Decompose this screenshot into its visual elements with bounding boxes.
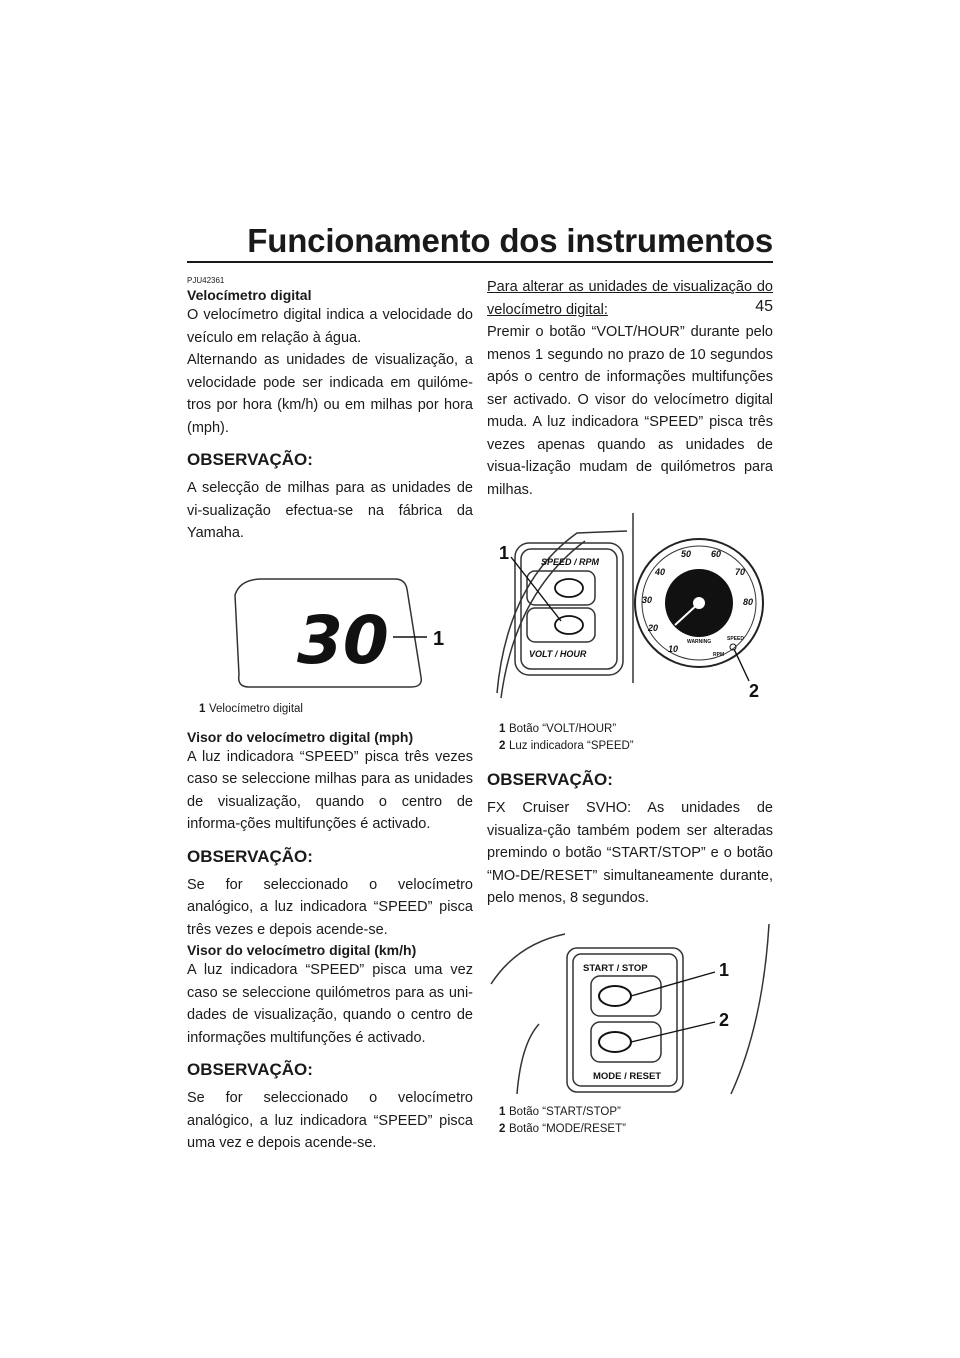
callout-number: 2 xyxy=(749,681,760,701)
paragraph: O velocímetro digital indica a velocidade do veículo em relação à água. xyxy=(187,307,473,346)
figure-caption xyxy=(499,721,773,738)
section-code: PJU42361 xyxy=(187,276,225,285)
caption-number: 1 xyxy=(499,1105,506,1118)
digital-speedometer-figure xyxy=(187,575,473,693)
note-text: Se for seleccionado o velocímetro analógico, a luz indicadora “SPEED” pisca três vezes e depois acende-se. xyxy=(187,876,473,938)
page-number: 45 xyxy=(755,298,773,315)
gauge-number: 80 xyxy=(743,597,754,607)
note-text: FX Cruiser SVHO: As unidades de visualiza-ção também podem ser alteradas premindo o botão “START/STOP” e o botão “MO-DE/RESET” simultaneamente durante, pelo menos, 8 segundos. xyxy=(487,800,773,906)
gauge-number: 50 xyxy=(681,549,692,559)
caption-text: Velocímetro digital xyxy=(209,702,303,715)
start-stop-button[interactable] xyxy=(599,986,631,1006)
control-panel-gauge-illustration xyxy=(487,513,773,713)
note-text: Se for seleccionado o velocímetro analógico, a luz indicadora “SPEED” pisca uma vez e depois acende-se. xyxy=(187,1090,473,1151)
mode-reset-button[interactable] xyxy=(599,1032,631,1052)
callout-number: 1 xyxy=(499,543,510,563)
paragraph: A luz indicadora “SPEED” pisca uma vez caso se seleccione quilómetros para as uni-dades de visualização, quando o centro de informações multifunções é activado. xyxy=(187,962,473,1046)
callout-number: 1 xyxy=(433,627,445,650)
paragraph: Alternando as unidades de visualização, a velocidade pode ser indicada em quilóme-tros por hora (km/h) ou em milhas por hora (mph). xyxy=(187,352,473,436)
start-stop-figure xyxy=(487,924,773,1096)
figure-caption xyxy=(499,1104,773,1121)
right-column xyxy=(487,276,773,1138)
subsection-heading: Visor do velocímetro digital (mph) xyxy=(187,728,414,745)
gauge-number: 70 xyxy=(735,567,746,577)
gauge-number: 10 xyxy=(668,644,679,654)
callout-number: 2 xyxy=(719,1009,730,1030)
note-heading: OBSERVAÇÃO: xyxy=(187,450,313,469)
volt-hour-label: VOLT / HOUR xyxy=(529,649,587,659)
speed-rpm-label: SPEED / RPM xyxy=(541,557,600,567)
speed-rpm-button[interactable] xyxy=(555,579,583,597)
figure-caption xyxy=(499,1121,773,1138)
caption-text: Botão “MODE/RESET” xyxy=(509,1122,626,1135)
start-stop-label: START / STOP xyxy=(583,962,648,974)
header-rule xyxy=(187,261,773,263)
note-heading: OBSERVAÇÃO: xyxy=(187,846,313,866)
note-heading: OBSERVAÇÃO: xyxy=(487,770,613,789)
start-stop-panel-illustration xyxy=(487,924,773,1096)
volt-hour-figure xyxy=(487,513,773,713)
display-digits: 30 xyxy=(297,601,389,679)
speed-indicator-label: SPEED xyxy=(727,636,744,642)
paragraph: A luz indicadora “SPEED” pisca três vezes caso se seleccione milhas para as unidades de visualização, quando o centro de informa-ções multifunções é activado. xyxy=(187,748,473,832)
digital-speedometer-illustration xyxy=(187,575,473,693)
callout-number: 1 xyxy=(719,959,730,980)
caption-number: 2 xyxy=(499,740,506,752)
note-text: A selecção de milhas para as unidades de vi-sualização efectua-se na fábrica da Yamaha. xyxy=(187,480,473,541)
section-heading: Velocímetro digital xyxy=(187,287,312,303)
caption-text: Luz indicadora “SPEED” xyxy=(509,740,634,752)
caption-number: 1 xyxy=(199,702,206,715)
left-column xyxy=(187,276,473,1155)
page-header-title: Funcionamento dos instrumentos xyxy=(247,222,773,259)
caption-number: 2 xyxy=(499,1122,506,1135)
gauge-number: 60 xyxy=(711,549,722,559)
caption-text: Botão “VOLT/HOUR” xyxy=(509,723,617,735)
gauge-number: 30 xyxy=(642,595,653,605)
rpm-label: RPM xyxy=(713,652,725,658)
caption-text: Botão “START/STOP” xyxy=(509,1105,621,1118)
gauge-number: 40 xyxy=(655,567,666,577)
procedure-heading: Para alterar as unidades de visualização do velocímetro digital: xyxy=(487,279,773,318)
caption-number: 1 xyxy=(499,723,506,735)
note-heading: OBSERVAÇÃO: xyxy=(187,1060,313,1079)
subsection-heading: Visor do velocímetro digital (km/h) xyxy=(187,942,417,958)
mode-reset-label: MODE / RESET xyxy=(593,1070,662,1082)
figure-caption xyxy=(199,701,473,718)
figure-caption xyxy=(499,738,773,755)
analog-speedometer-gauge xyxy=(635,539,763,667)
warning-label: WARNING xyxy=(687,639,712,645)
paragraph: Premir o botão “VOLT/HOUR” durante pelo menos 1 segundo no prazo de 10 segundos após o centro de informações multifunções ser activado. O visor do velocímetro digital muda. A luz indicadora “SPEED” pisca três vezes apenas quando as unidades de visua-lização mudam de quilómetros para milhas. xyxy=(487,324,773,498)
gauge-number: 20 xyxy=(648,623,659,633)
